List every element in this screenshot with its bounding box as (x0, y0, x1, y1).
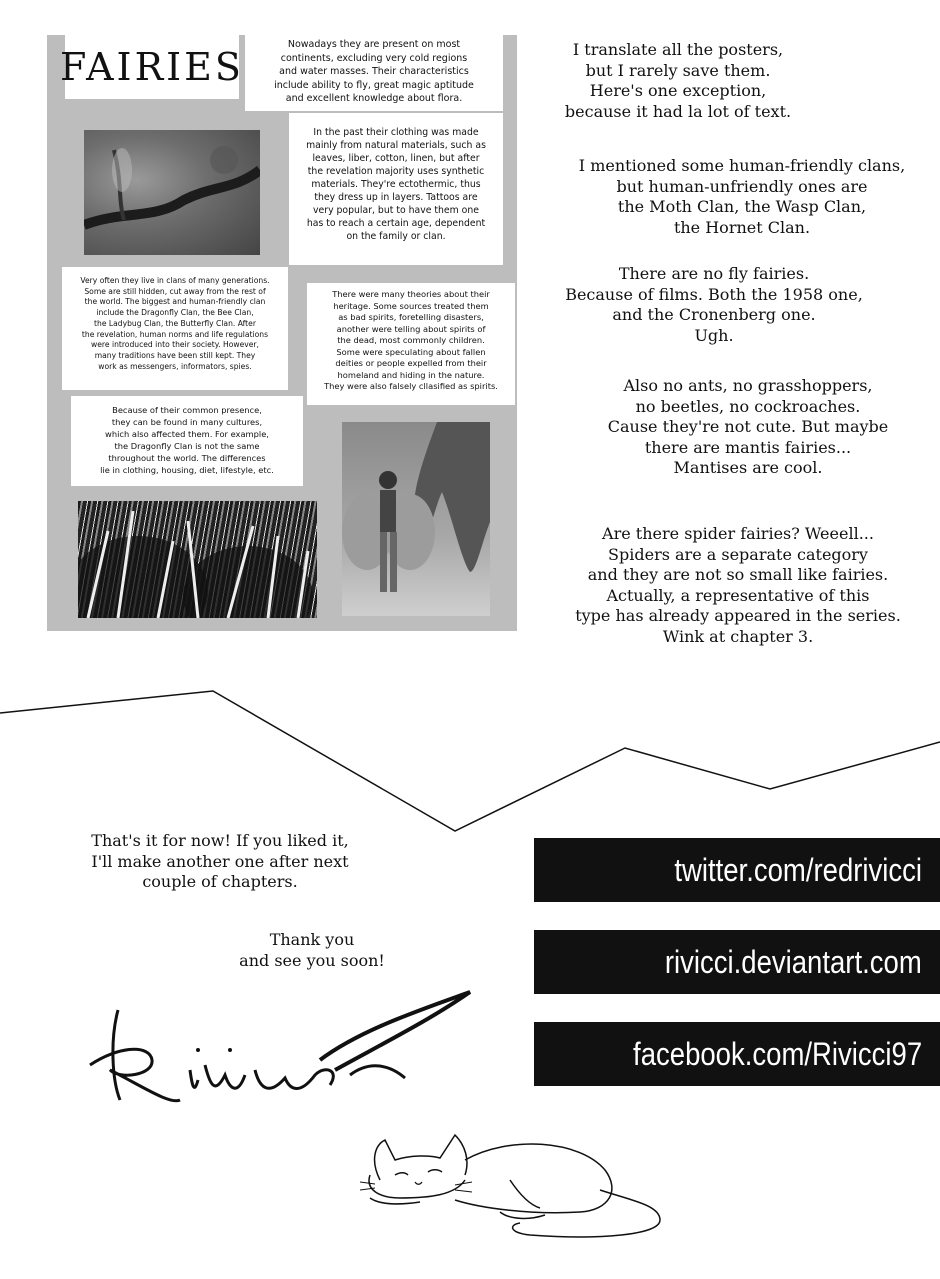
farewell-line: That's it for now! If you liked it, (91, 831, 349, 850)
poster-text-line: Very often they live in clans of many generations. (80, 276, 270, 285)
note-line: Wink at chapter 3. (662, 626, 814, 646)
poster-text-line: were introduced into their society. However, (91, 340, 259, 350)
poster-text-box-2 (289, 113, 503, 265)
zigzag-divider (0, 680, 940, 840)
poster-text-line: the dead, most commonly children. (337, 335, 485, 345)
farewell-line: I'll make another one after next (91, 851, 349, 871)
poster-text-line: heritage. Some sources treated them (333, 300, 489, 311)
note-line: the Hornet Clan. (673, 217, 811, 237)
poster-text-line: which also affected them. For example, (105, 429, 269, 439)
note-line: Are there spider fairies? Weeell... (602, 524, 874, 543)
poster-text-line: leaves, liber, cotton, linen, but after (312, 153, 480, 164)
thanks-message (212, 930, 412, 971)
note-line: no beetles, no cockroaches. (635, 396, 861, 416)
note-line: I mentioned some human-friendly clans, (578, 156, 906, 175)
note-line: Spiders are a separate category (608, 544, 868, 564)
poster-text-line: has to reach a certain age, dependent (306, 218, 486, 229)
poster-text-line: another were telling about spirits of (336, 323, 486, 334)
note-line: and they are not so small like fairies. (587, 565, 889, 584)
deviantart-link-label: rivicci.deviantart.com (665, 943, 922, 980)
poster-text-line: deities or people expelled from their (335, 358, 487, 368)
note-no-ants (598, 376, 898, 479)
poster-text-box-1 (245, 35, 503, 111)
note-spider-fairies (568, 524, 908, 647)
poster-text-line: Nowadays they are present on most (287, 39, 461, 50)
poster-text-line: the Dragonfly Clan is not the same (114, 441, 260, 451)
poster-text-line: continents, excluding very cold regions (280, 52, 468, 64)
poster-text-line: include ability to fly, great magic aptitude (274, 79, 474, 91)
poster-text-line: many traditions have been still kept. They (94, 350, 256, 360)
poster-text-line: Because of their common presence, (112, 405, 262, 415)
poster-text-line: as bad spirits, foretelling disasters, (338, 312, 484, 322)
poster-text-line: the revelation majority uses synthetic (307, 166, 485, 177)
poster-title: FAIRIES (60, 45, 244, 89)
note-line: Because of films. Both the 1958 one, (565, 284, 863, 304)
grass-illustration (78, 501, 317, 618)
poster-text-line: include the Dragonfly Clan, the Bee Clan, (96, 308, 254, 318)
fairies-poster (47, 35, 530, 642)
note-line: type has already appeared in the series. (575, 606, 901, 625)
note-translation (548, 40, 808, 122)
note-line: Cause they're not cute. But maybe (607, 417, 889, 436)
farewell-message (70, 831, 370, 893)
note-fly-fairies (548, 264, 880, 346)
note-line: there are mantis fairies... (644, 437, 852, 457)
note-unfriendly-clans (566, 156, 918, 238)
poster-text-box-4 (307, 283, 515, 405)
poster-text-line: work as messengers, informators, spies. (98, 361, 252, 371)
note-line: Also no ants, no grasshoppers, (623, 376, 873, 395)
poster-title-box (60, 35, 244, 99)
thanks-line: and see you soon! (239, 950, 385, 970)
thanks-line: Thank you (269, 930, 355, 949)
poster-text-line: materials. They're ectothermic, thus (311, 179, 481, 190)
twitter-link[interactable] (534, 838, 940, 902)
note-line: but I rarely save them. (585, 60, 771, 80)
farewell-line: couple of chapters. (142, 872, 298, 891)
poster-text-line: Some are still hidden, cut away from the rest of (84, 286, 266, 296)
poster-text-line: the world. The biggest and human-friendly clan (84, 297, 266, 307)
poster-text-line: the Ladybug Clan, the Butterfly Clan. After (94, 318, 256, 328)
note-line: Ugh. (694, 325, 734, 345)
twitter-link-label: twitter.com/redrivicci (674, 851, 922, 888)
signature (80, 990, 480, 1120)
poster-text-line: the revelation, human norms and life regulations (81, 329, 269, 339)
note-line: because it had la lot of text. (564, 101, 792, 121)
note-line: the Moth Clan, the Wasp Clan, (617, 197, 867, 216)
poster-text-line: they dress up in layers. Tattoos are (314, 192, 478, 203)
poster-text-line: lie in clothing, housing, diet, lifestyle, etc. (100, 465, 274, 475)
poster-text-line: homeland and hiding in the nature. (337, 369, 485, 380)
poster-text-box-5 (71, 396, 303, 486)
poster-text-line: throughout the world. The differences (108, 453, 266, 463)
note-line: Here's one exception, (589, 81, 767, 100)
poster-text-box-3 (62, 267, 288, 390)
note-line: Actually, a representative of this (606, 585, 870, 605)
deviantart-link[interactable] (534, 930, 940, 994)
note-line: I translate all the posters, (572, 40, 784, 59)
sleeping-cat-drawing (360, 1120, 670, 1250)
note-line: Mantises are cool. (673, 458, 823, 477)
note-line: but human-unfriendly ones are (616, 176, 868, 196)
poster-text-line: mainly from natural materials, such as (306, 140, 486, 151)
facebook-link[interactable] (534, 1022, 940, 1086)
fairy-illustration-1 (84, 130, 260, 255)
poster-text-line: Some were speculating about fallen (336, 346, 486, 357)
poster-text-line: They were also falsely cllasified as spirits. (324, 381, 498, 391)
poster-text-line: There were many theories about their (332, 289, 490, 299)
poster-text-line: very popular, but to have them one (313, 205, 479, 216)
note-line: and the Cronenberg one. (612, 305, 816, 324)
facebook-link-label: facebook.com/Rivicci97 (632, 1035, 922, 1072)
fairy-illustration-2 (342, 422, 490, 616)
poster-text-line: and water masses. Their characteristics (279, 66, 469, 77)
poster-text-line: on the family or clan. (346, 231, 446, 242)
poster-text-line: and excellent knowledge about flora. (285, 93, 463, 104)
poster-text-line: In the past their clothing was made (313, 127, 479, 138)
note-line: There are no fly fairies. (618, 264, 810, 283)
poster-text-line: they can be found in many cultures, (111, 417, 263, 427)
